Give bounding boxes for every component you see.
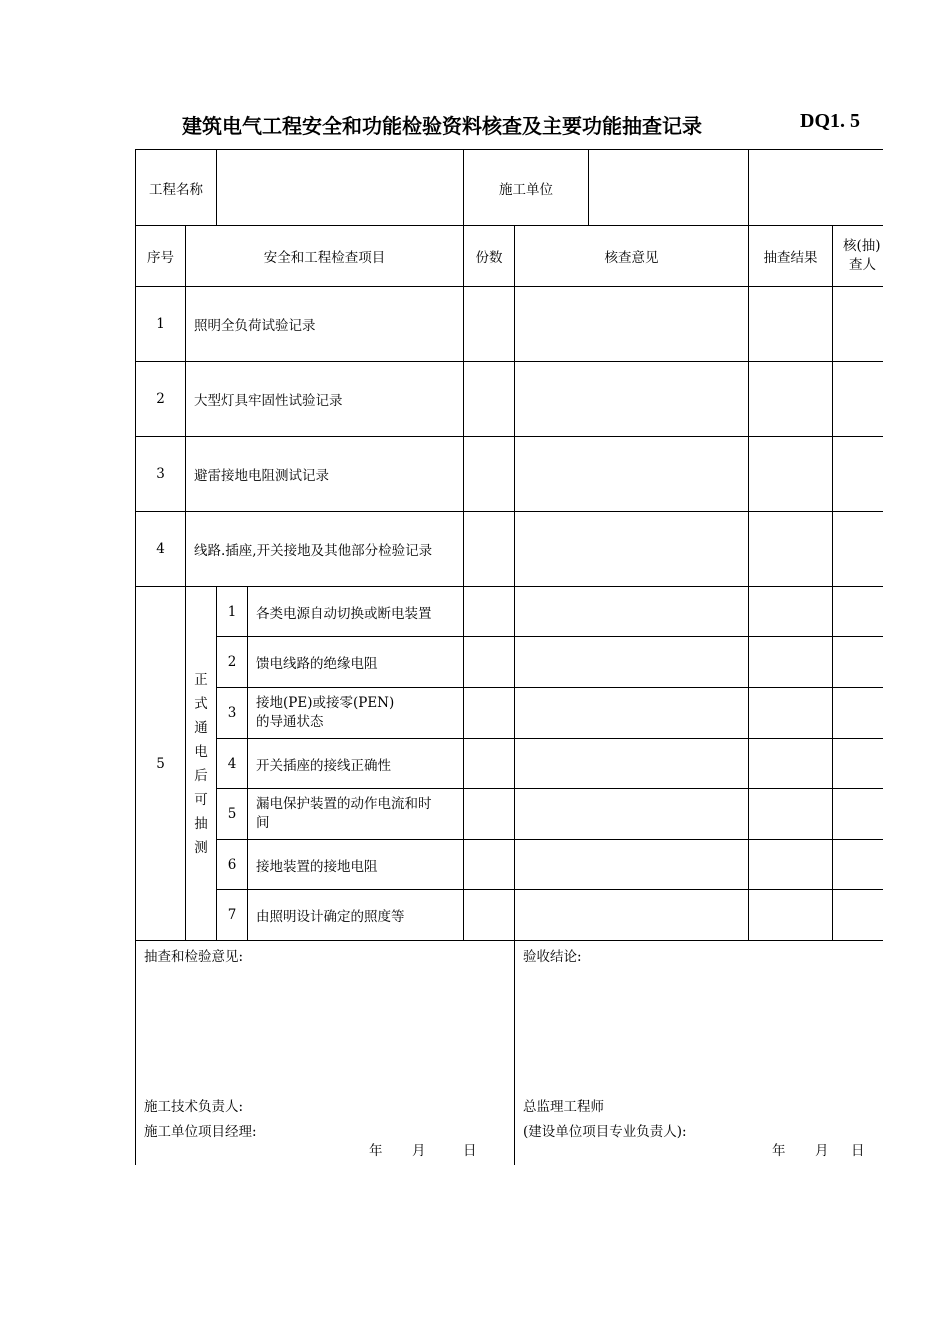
sub-item-no: 5 <box>217 789 248 840</box>
sub-item-label <box>248 688 464 739</box>
row-item: 照明全负荷试验记录 <box>186 287 464 362</box>
opinion-cell[interactable] <box>515 287 749 362</box>
sub-item-label <box>248 890 464 941</box>
col-inspector-line1: 核(抽) <box>843 238 881 254</box>
row-no: 2 <box>136 362 186 437</box>
copies-cell[interactable] <box>464 688 515 739</box>
opinion-cell[interactable] <box>515 890 749 941</box>
opinion-cell[interactable] <box>515 512 749 587</box>
sub-item-text: 由照明设计确定的照度等 <box>256 909 405 925</box>
sub-item-text: 各类电源自动切换或断电装置 <box>256 605 432 622</box>
sub-item-no: 1 <box>217 587 248 637</box>
owner-rep-signature: (建设单位项目专业负责人): <box>523 1124 687 1140</box>
tech-lead-signature: 施工技术负责人: <box>144 1099 244 1115</box>
inspector-cell[interactable] <box>833 362 884 437</box>
opinion-cell[interactable] <box>515 362 749 437</box>
header-row <box>136 150 884 226</box>
result-cell[interactable] <box>749 840 833 890</box>
copies-cell[interactable] <box>464 789 515 840</box>
opinion-cell[interactable] <box>515 437 749 512</box>
col-inspector-line2: 查人 <box>849 257 876 273</box>
copies-cell[interactable] <box>464 287 515 362</box>
copies-cell[interactable] <box>464 890 515 941</box>
group-vertical-label <box>186 587 217 941</box>
group-no: 5 <box>136 587 186 941</box>
inspector-cell[interactable] <box>833 287 884 362</box>
copies-cell[interactable] <box>464 437 515 512</box>
vertical-char: 通 <box>194 719 208 736</box>
vertical-char: 式 <box>194 695 208 712</box>
inspector-cell[interactable] <box>833 637 884 688</box>
inspector-cell[interactable] <box>833 587 884 637</box>
contractor-field[interactable] <box>589 150 748 225</box>
table-row <box>136 840 884 890</box>
vertical-char: 抽 <box>194 815 208 832</box>
result-cell[interactable] <box>749 362 833 437</box>
contractor-field-extra[interactable] <box>749 150 884 226</box>
copies-cell[interactable] <box>464 587 515 637</box>
sub-item-text-line2: 间 <box>256 815 270 831</box>
inspector-cell[interactable] <box>833 512 884 587</box>
result-cell[interactable] <box>749 789 833 840</box>
sub-item-text: 漏电保护装置的动作电流和时 <box>256 796 432 812</box>
project-name-label: 工程名称 <box>136 150 217 226</box>
row-item: 线路.插座,开关接地及其他部分检验记录 <box>186 512 464 587</box>
inspector-cell[interactable] <box>833 840 884 890</box>
result-cell[interactable] <box>749 890 833 941</box>
document-code: DQ1. 5 <box>800 110 860 132</box>
sub-item-no: 4 <box>217 739 248 789</box>
result-cell[interactable] <box>749 287 833 362</box>
column-header-row <box>136 226 884 287</box>
copies-cell[interactable] <box>464 637 515 688</box>
contractor-cell <box>464 150 749 226</box>
result-cell[interactable] <box>749 587 833 637</box>
table-row <box>136 362 884 437</box>
vertical-char: 正 <box>194 671 208 688</box>
document-title: 建筑电气工程安全和功能检验资料核查及主要功能抽查记录 <box>182 114 702 138</box>
row-no: 3 <box>136 437 186 512</box>
sub-item-no: 7 <box>217 890 248 941</box>
table-row <box>136 637 884 688</box>
result-cell[interactable] <box>749 512 833 587</box>
opinion-cell[interactable] <box>515 688 749 739</box>
opinion-cell[interactable] <box>515 840 749 890</box>
opinion-cell[interactable] <box>515 587 749 637</box>
table-row <box>136 287 884 362</box>
opinion-cell[interactable] <box>515 789 749 840</box>
col-item: 安全和工程检查项目 <box>186 226 464 287</box>
record-form <box>135 149 883 1165</box>
inspector-cell[interactable] <box>833 437 884 512</box>
copies-cell[interactable] <box>464 512 515 587</box>
row-no: 4 <box>136 512 186 587</box>
vertical-char: 测 <box>194 839 208 856</box>
row-item: 大型灯具牢固性试验记录 <box>186 362 464 437</box>
date-month: 月 <box>412 1143 426 1159</box>
vertical-char: 电 <box>194 743 208 760</box>
copies-cell[interactable] <box>464 840 515 890</box>
inspection-opinion-heading: 抽查和检验意见: <box>144 949 244 965</box>
inspector-cell[interactable] <box>833 739 884 789</box>
table-row <box>136 789 884 840</box>
sub-item-text-line2: 的导通状态 <box>256 714 324 730</box>
table-row <box>136 437 884 512</box>
project-manager-signature: 施工单位项目经理: <box>144 1124 257 1140</box>
sub-item-text: 开关插座的接线正确性 <box>256 757 391 774</box>
sub-item-label <box>248 789 464 840</box>
result-cell[interactable] <box>749 637 833 688</box>
inspector-cell[interactable] <box>833 789 884 840</box>
table-row <box>136 512 884 587</box>
sub-item-no: 3 <box>217 688 248 739</box>
date-day: 日 <box>851 1143 865 1159</box>
table-row <box>136 890 884 941</box>
chief-supervisor-signature: 总监理工程师 <box>523 1099 604 1115</box>
footer-row <box>136 941 884 1166</box>
row-no: 1 <box>136 287 186 362</box>
table-row <box>136 739 884 789</box>
col-inspector <box>833 226 884 287</box>
col-opinion: 核查意见 <box>515 226 749 287</box>
col-copies: 份数 <box>464 226 515 287</box>
copies-cell[interactable] <box>464 739 515 789</box>
inspector-cell[interactable] <box>833 890 884 941</box>
acceptance-conclusion-block[interactable] <box>515 941 884 1166</box>
col-result: 抽查结果 <box>749 226 833 287</box>
project-name-field[interactable] <box>217 150 464 226</box>
copies-cell[interactable] <box>464 362 515 437</box>
sub-item-no: 6 <box>217 840 248 890</box>
sub-item-no: 2 <box>217 637 248 688</box>
vertical-char: 可 <box>194 791 208 808</box>
table-row <box>136 688 884 739</box>
date-year: 年 <box>772 1143 786 1159</box>
opinion-cell[interactable] <box>515 739 749 789</box>
result-cell[interactable] <box>749 739 833 789</box>
opinion-cell[interactable] <box>515 637 749 688</box>
sub-item-text: 接地装置的接地电阻 <box>256 858 378 875</box>
sub-item-label <box>248 637 464 688</box>
date-year: 年 <box>369 1143 383 1159</box>
date-day: 日 <box>463 1143 477 1159</box>
date-month: 月 <box>815 1143 829 1159</box>
sub-item-text: 接地(PE)或接零(PEN) <box>256 695 395 711</box>
acceptance-conclusion-heading: 验收结论: <box>523 949 582 965</box>
sub-item-label <box>248 587 464 637</box>
inspection-opinion-block[interactable] <box>136 941 515 1166</box>
vertical-char: 后 <box>194 767 208 784</box>
contractor-label: 施工单位 <box>464 150 589 225</box>
table-row <box>136 587 884 637</box>
sub-item-label <box>248 739 464 789</box>
record-table <box>135 149 883 1165</box>
sub-item-text: 馈电线路的绝缘电阻 <box>256 656 378 672</box>
col-seq: 序号 <box>136 226 186 287</box>
result-cell[interactable] <box>749 688 833 739</box>
row-item: 避雷接地电阻测试记录 <box>186 437 464 512</box>
result-cell[interactable] <box>749 437 833 512</box>
sub-item-label <box>248 840 464 890</box>
inspector-cell[interactable] <box>833 688 884 739</box>
